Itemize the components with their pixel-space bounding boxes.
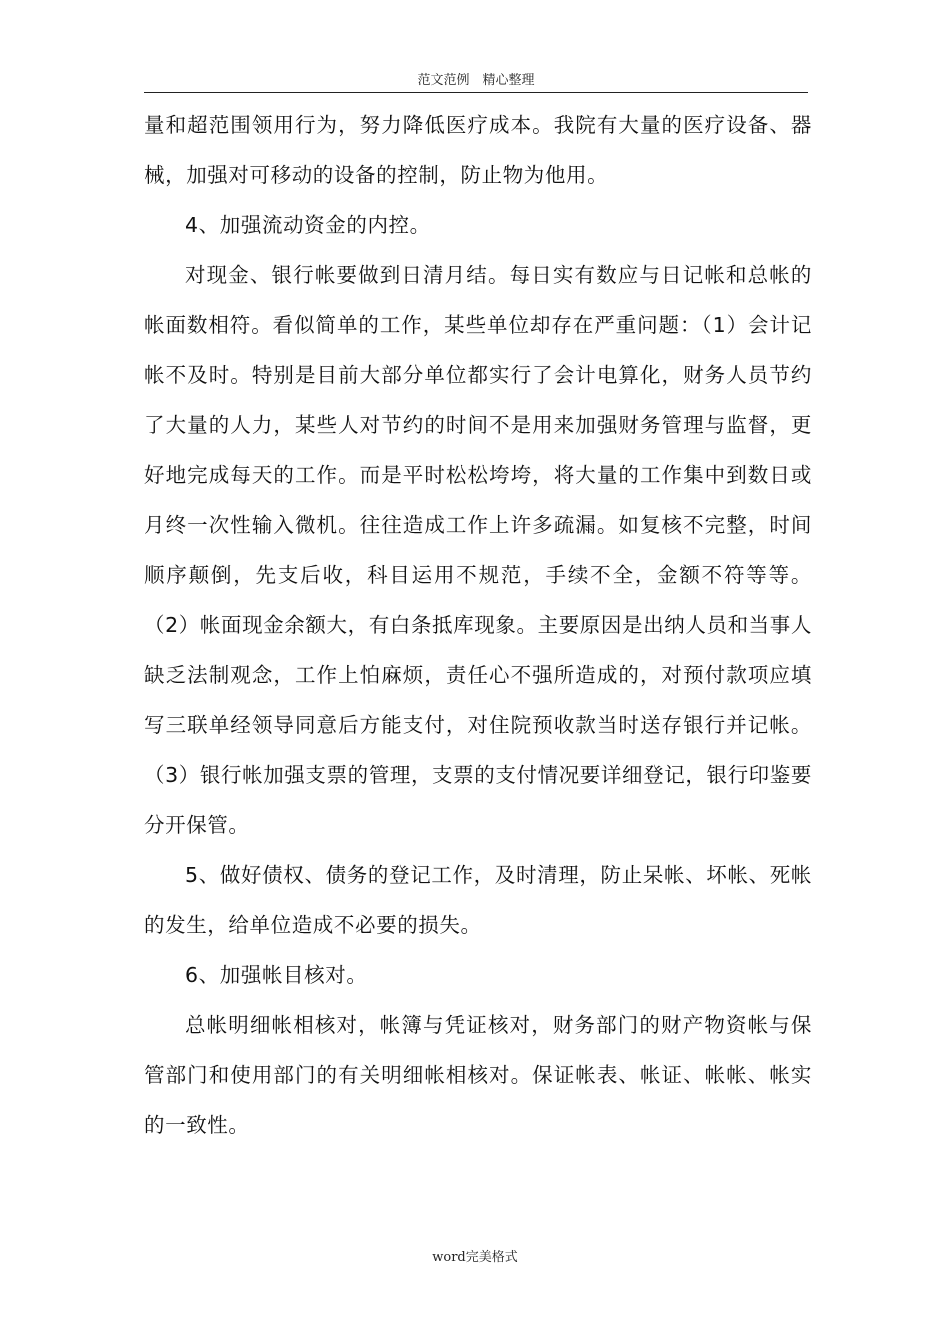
paragraph-continued: 量和超范围领用行为，努力降低医疗成本。我院有大量的医疗设备、器械，加强对可移动的设备的控制，防止物为他用。 — [144, 113, 812, 187]
heading-item-6: 6、加强帐目核对。 — [185, 963, 368, 987]
heading-item-4: 4、加强流动资金的内控。 — [185, 213, 431, 237]
paragraph-cash-bank-control: 对现金、银行帐要做到日清月结。每日实有数应与日记帐和总帐的帐面数相符。看似简单的工作，某些单位却存在严重问题：（1）会计记帐不及时。特别是目前大部分单位都实行了会计电算化，财务人员节约了大量的人力，某些人对节约的时间不是用来加强财务管理与监督，更好地完成每天的工作。而是平时松松垮垮，将大量的工作集中到数日或月终一次性输入微机。往往造成工作上许多疏漏。如复核不完整，时间顺序颠倒，先支后收，科目运用不规范，手续不全，金额不符等等。（2）帐面现金余额大，有白条抵库现象。主要原因是出纳人员和当事人缺乏法制观念，工作上怕麻烦，责任心不强所造成的，对预付款项应填写三联单经领导同意后方能支付，对住院预收款当时送存银行并记帐。（3）银行帐加强支票的管理，支票的支付情况要详细登记，银行印鉴要分开保管。 — [144, 263, 812, 837]
heading-item-5: 5、做好债权、债务的登记工作，及时清理，防止呆帐、坏帐、死帐的发生，给单位造成不必要的损失。 — [144, 863, 812, 937]
paragraph-account-reconciliation: 总帐明细帐相核对，帐簿与凭证核对，财务部门的财产物资帐与保管部门和使用部门的有关明细帐相核对。保证帐表、帐证、帐帐、帐实的一致性。 — [144, 1013, 812, 1137]
page-header: 范文范例 精心整理 — [144, 70, 808, 93]
page-footer: word完美格式 — [432, 1250, 518, 1265]
document-body — [144, 100, 812, 1150]
